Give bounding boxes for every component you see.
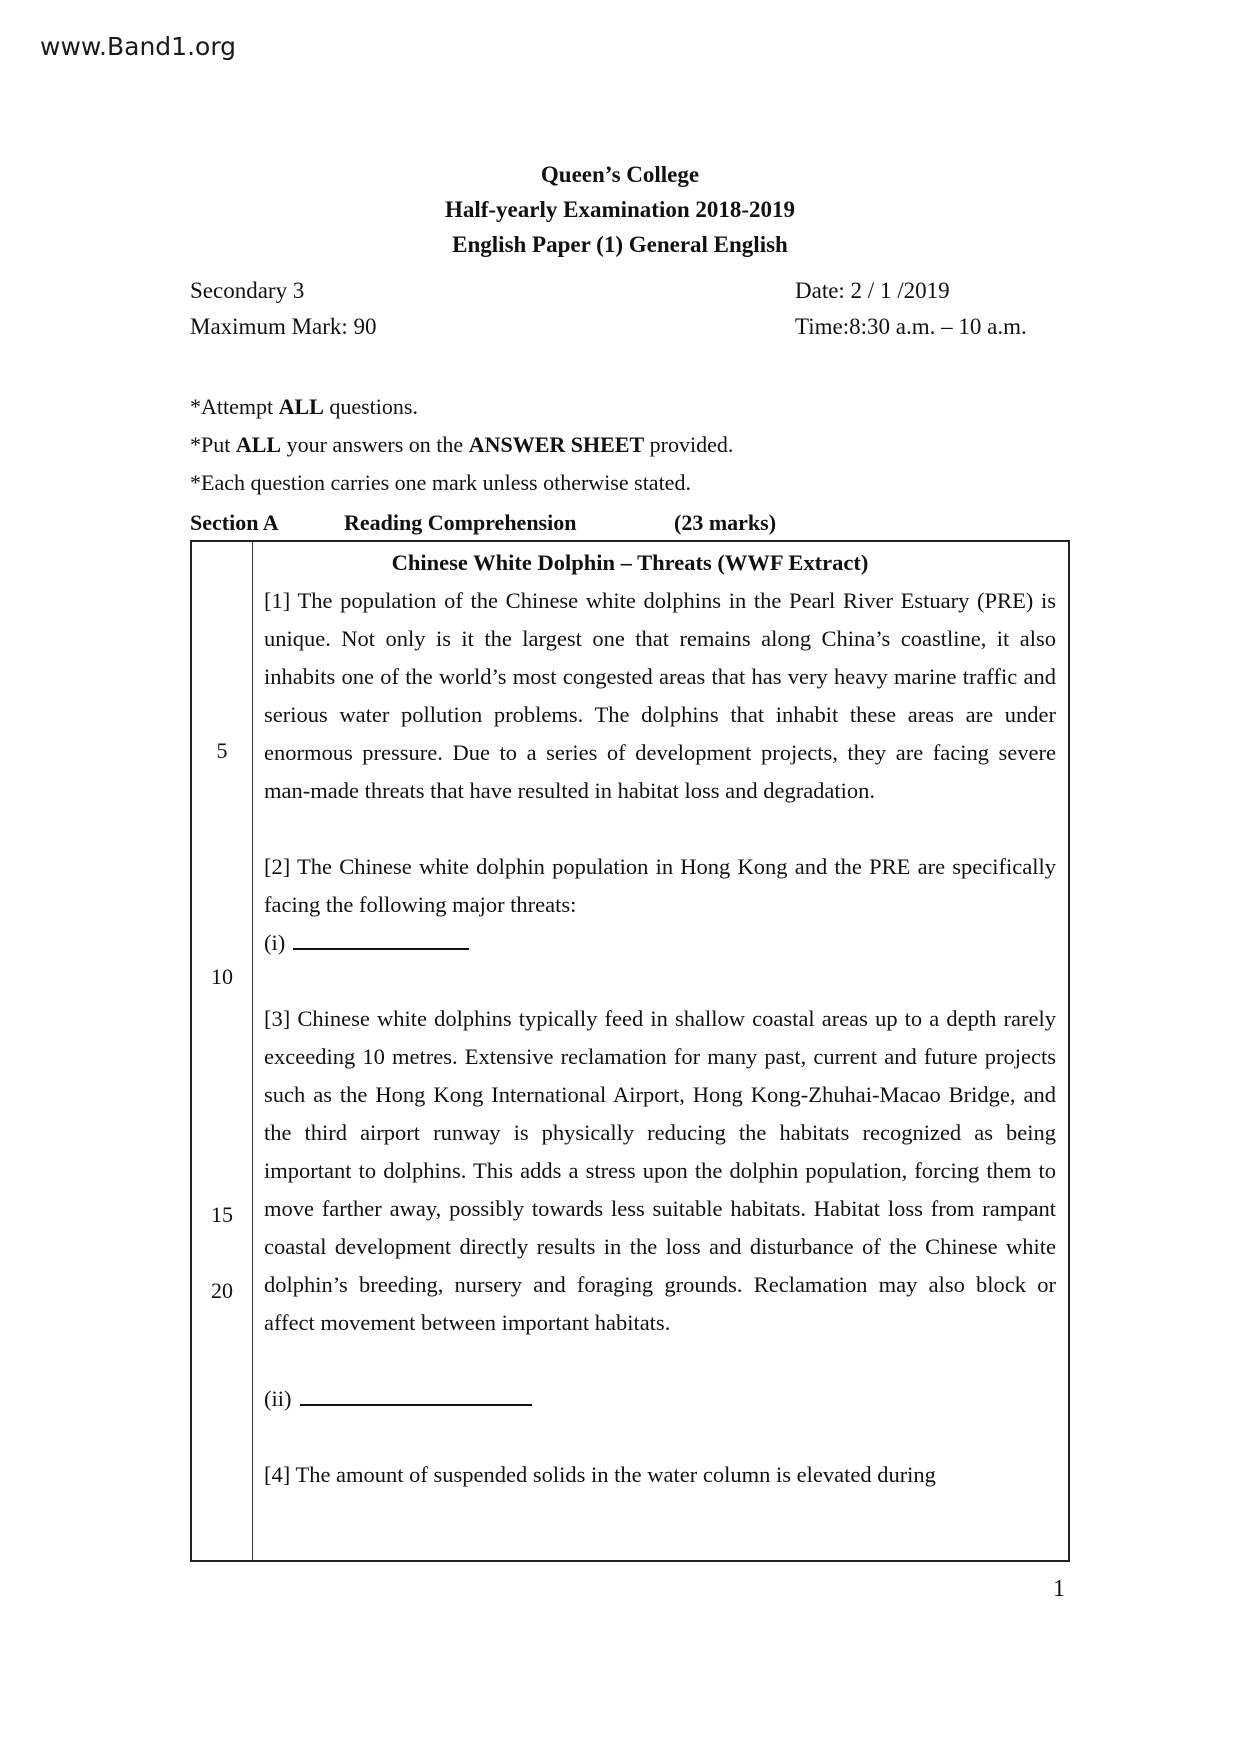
paragraph-3: [3] Chinese white dolphins typically feed in shallow coastal areas up to a depth rarely exceeding 10 metres. Extensive reclamation for many past, current and future projects such as the Hong Kong International Airport, Hong Kong-Zhuhai-Macao Bridge, and the third airport runway is physically reducing the habitats recognized as being important to dolphins. This adds a stress upon the dolphin population, forcing them to move farther away, possibly towards less suitable habitats. Habitat loss from rampant coastal development directly results in the loss and disturbance of the Chinese white dolphin’s breeding, nursery and foraging grounds. Reclamation may also block or affect movement between important habitats.: [264, 1006, 1056, 1335]
passage-box: [190, 540, 1070, 1562]
page-number: 1: [1053, 1576, 1065, 1602]
instruction-1: *Attempt ALL questions.: [190, 394, 418, 419]
watermark: www.Band1.org: [40, 32, 237, 61]
line-number: 5: [216, 738, 228, 763]
line-number: 20: [211, 1278, 233, 1303]
line-number: 15: [211, 1202, 233, 1227]
paper-title: English Paper (1) General English: [452, 232, 788, 257]
passage-text: [264, 544, 1056, 1494]
line-number-divider: [252, 542, 253, 1560]
paragraph-2: [2] The Chinese white dolphin population in Hong Kong and the PRE are specifically facing the following major threats:: [264, 854, 1056, 917]
instruction-2: *Put ALL your answers on the ANSWER SHEET provided.: [190, 432, 734, 457]
line-number: 10: [211, 964, 233, 989]
instruction-3: *Each question carries one mark unless otherwise stated.: [190, 470, 691, 495]
exam-time: Time:8:30 a.m. – 10 a.m.: [795, 314, 1027, 339]
blank-i: (i): [264, 924, 1056, 962]
paragraph-4: [4] The amount of suspended solids in the water column is elevated during: [264, 1462, 936, 1487]
level: Secondary 3: [190, 278, 305, 303]
answer-blank-ii: [300, 1388, 532, 1406]
section-label: Section A: [190, 510, 279, 535]
paragraph-1: [1] The population of the Chinese white dolphins in the Pearl River Estuary (PRE) is unique. Not only is it the largest one that remains along China’s coastline, it also inhabits one of the world’s most congested areas that has very heavy marine traffic and serious water pollution problems. The dolphins that inhabit these areas are under enormous pressure. Due to a series of development projects, they are facing severe man-made threats that have resulted in habitat loss and degradation.: [264, 588, 1056, 803]
max-mark: Maximum Mark: 90: [190, 314, 377, 339]
passage-title: Chinese White Dolphin – Threats (WWF Extract): [391, 550, 869, 575]
section-marks: (23 marks): [674, 510, 777, 535]
exam-title: Half-yearly Examination 2018-2019: [444, 197, 796, 222]
school-name: Queen’s College: [540, 162, 700, 187]
section-heading: [190, 510, 776, 536]
answer-blank-i: [293, 932, 469, 950]
blank-ii: (ii): [264, 1380, 1056, 1418]
exam-date: Date: 2 / 1 /2019: [795, 278, 950, 303]
section-name: Reading Comprehension: [344, 510, 577, 535]
